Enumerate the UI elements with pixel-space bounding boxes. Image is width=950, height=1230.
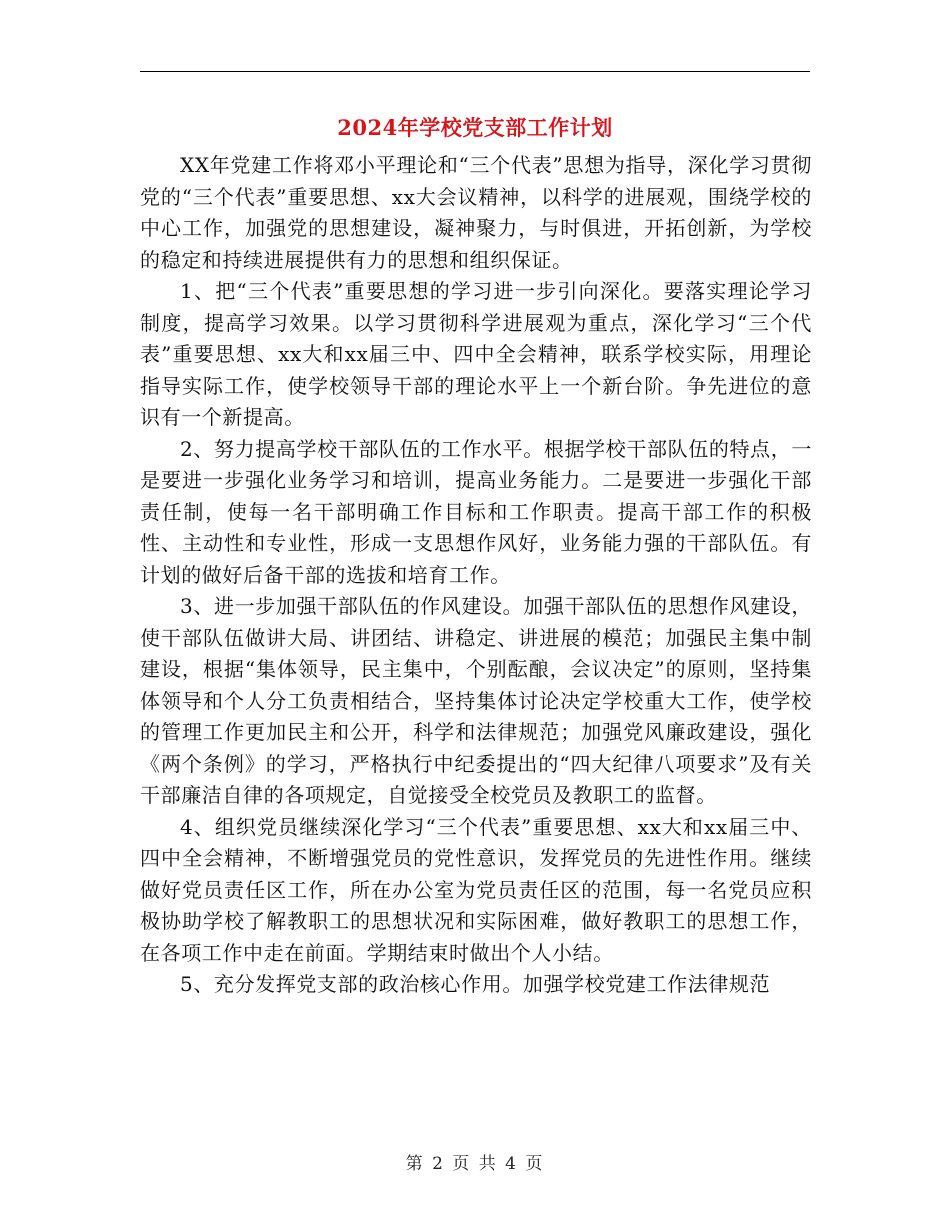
document-body: [140, 150, 812, 1001]
paragraph-item-5: 5、充分发挥党支部的政治核心作用。加强学校党建工作法律规范: [180, 972, 771, 996]
paragraph-item-4: 4、组织党员继续深化学习“三个代表”重要思想、xx大和xx届三中、四中全会精神，不断增强党员的党性意识，发挥党员的先进性作用。继续做好党员责任区工作，所在办公室为党员责任区的范围，每一名党员应积极协助学校了解教职工的思想状况和实际困难，做好教职工的思想工作，在各项工作中走在前面。学期结束时做出个人小结。: [140, 814, 812, 965]
paragraph-item-2: 2、努力提高学校干部队伍的工作水平。根据学校干部队伍的特点，一是要进一步强化业务学习和培训，提高业务能力。二是要进一步强化干部责任制，使每一名干部明确工作目标和工作职责。提高干部工作的积极性、主动性和专业性，形成一支思想作风好，业务能力强的干部队伍。有计划的做好后备干部的选拔和培育工作。: [140, 436, 812, 587]
header-rule: [140, 71, 810, 72]
document-title: 2024年学校党支部工作计划: [337, 115, 613, 140]
page-number-footer: 第 2 页 共 4 页: [405, 1154, 545, 1174]
paragraph-intro: XX年党建工作将邓小平理论和“三个代表”思想为指导，深化学习贯彻党的“三个代表”重要思想、xx大会议精神，以科学的进展观，围绕学校的中心工作，加强党的思想建设，凝神聚力，与时俱进，开拓创新，为学校的稳定和持续进展提供有力的思想和组织保证。: [140, 153, 812, 272]
paragraph-item-1: 1、把“三个代表”重要思想的学习进一步引向深化。要落实理论学习制度，提高学习效果。以学习贯彻科学进展观为重点，深化学习“三个代表”重要思想、xx大和xx届三中、四中全会精神，联系学校实际，用理论指导实际工作，使学校领导干部的理论水平上一个新台阶。争先进位的意识有一个新提高。: [140, 279, 812, 429]
paragraph-item-3: 3、进一步加强干部队伍的作风建设。加强干部队伍的思想作风建设，使干部队伍做讲大局、讲团结、讲稳定、讲进展的模范；加强民主集中制建设，根据“集体领导，民主集中，个别酝酿，会议决定”的原则，坚持集体领导和个人分工负责相结合，坚持集体讨论决定学校重大工作，使学校的管理工作更加民主和公开，科学和法律规范；加强党风廉政建设，强化《两个条例》的学习，严格执行中纪委提出的“四大纪律八项要求”及有关干部廉洁自律的各项规定，自觉接受全校党员及教职工的监督。: [140, 594, 812, 807]
